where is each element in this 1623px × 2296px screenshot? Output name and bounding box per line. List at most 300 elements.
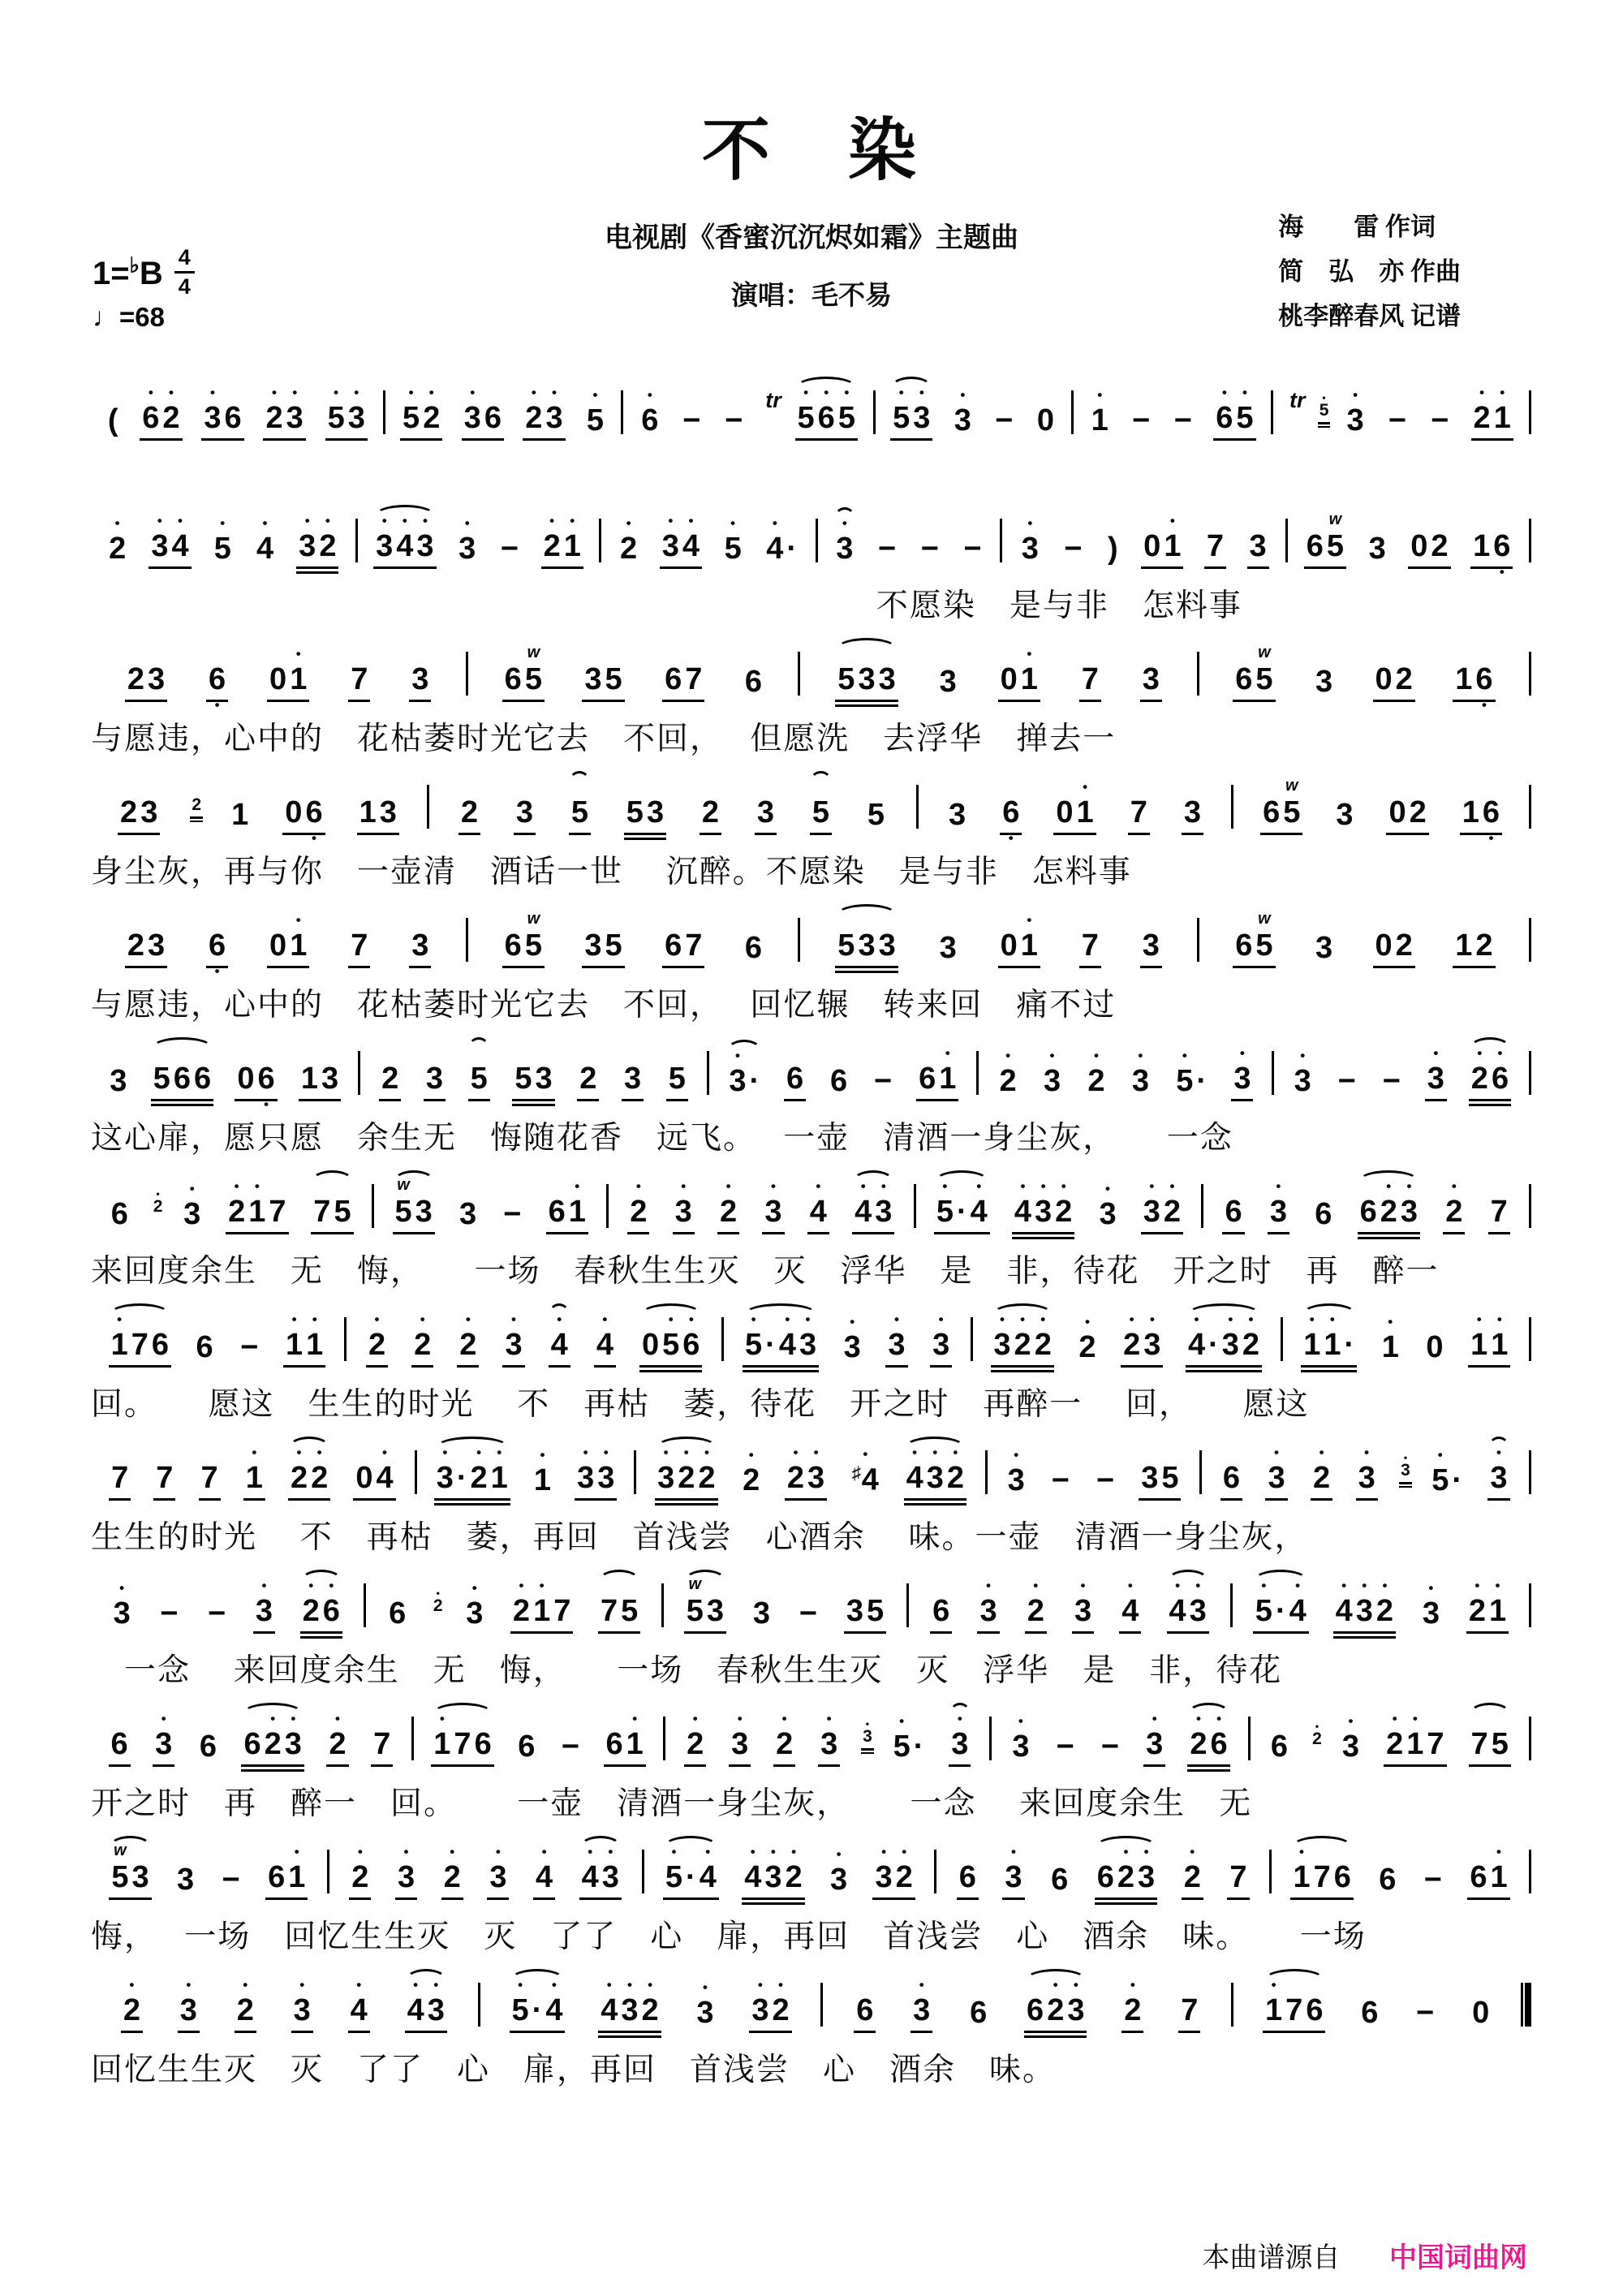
note: 2 •: [1027, 1578, 1044, 1628]
notes-line: [91, 1178, 1532, 1246]
note-token: [118, 779, 160, 835]
notes-line: [91, 912, 1532, 980]
note: 5 w: [686, 1575, 704, 1628]
barline: [1197, 918, 1199, 962]
note: −: [799, 1596, 818, 1630]
note-token: [876, 515, 898, 569]
barline: [642, 1850, 644, 1893]
octave-dot-above: •: [1496, 1445, 1501, 1460]
note-token: [373, 513, 436, 569]
octave-dot-above: •: [1239, 1045, 1245, 1061]
barline: [661, 1583, 664, 1627]
note-token: [1376, 1846, 1398, 1900]
note-token: [1182, 779, 1203, 835]
note-token: [409, 646, 431, 702]
note: 7: [1229, 1860, 1247, 1894]
note: 2 •: [1242, 1312, 1260, 1362]
note: 1: [1455, 928, 1473, 963]
note: 2: [1395, 662, 1413, 696]
note-token: [1048, 1846, 1070, 1900]
note: 5: [626, 795, 644, 829]
note-token: [1024, 1977, 1087, 2033]
measure: [469, 912, 797, 968]
note-token: [1253, 1578, 1309, 1634]
note: −: [1173, 403, 1192, 437]
music-system: [91, 1977, 1532, 2090]
measure: [937, 1844, 1268, 1900]
note: 6: [484, 401, 502, 435]
note: 6: [1470, 1860, 1487, 1894]
note: 3 •: [577, 1445, 595, 1495]
octave-dot-above: •: [748, 1447, 754, 1462]
note: 3 •: [255, 1578, 273, 1628]
note-token: [1290, 1844, 1353, 1900]
note-token: [639, 1312, 702, 1368]
note: 2 •: [1183, 1844, 1201, 1894]
notes-line: [91, 1312, 1532, 1379]
octave-dot-above: •: [1428, 1580, 1434, 1596]
mordent-icon: w: [527, 644, 540, 661]
note-token: [1233, 912, 1275, 968]
note: 3: [646, 795, 665, 829]
lyrics-line: 回忆生生灭 灭 了了 心 扉，再回 首浅尝 心 酒余 味。: [91, 2053, 1057, 2087]
note-token: [749, 1977, 791, 2033]
measure: [91, 1445, 414, 1501]
note-token: [1130, 387, 1152, 441]
note-token: [998, 912, 1040, 968]
octave-dot-above: •: [881, 1844, 887, 1859]
mordent-icon: w: [1258, 644, 1271, 661]
note-token: [326, 1711, 348, 1767]
note-token: [872, 1048, 894, 1101]
note: 3 •: [1341, 1713, 1360, 1764]
note-token: [109, 1445, 131, 1501]
note: 3 •: [764, 1178, 782, 1229]
octave-dot-above: •: [683, 1445, 689, 1460]
credits: [1278, 205, 1461, 339]
octave-dot-above: •: [1169, 513, 1175, 528]
octave-dot-above: •: [157, 513, 162, 528]
note-token: [1358, 1979, 1380, 2033]
note: 2 •: [1087, 1048, 1105, 1098]
note: ·: [456, 1461, 467, 1495]
note: 5: [605, 928, 622, 963]
measure: [710, 1045, 976, 1101]
barline: [1269, 1850, 1272, 1893]
octave-dot-above: •: [209, 385, 215, 400]
measure: [910, 1578, 1229, 1634]
note-token: [662, 912, 704, 968]
header: [91, 0, 1532, 381]
music-system: [91, 1711, 1532, 1824]
note: 2 •: [329, 1711, 347, 1761]
barline: [989, 1717, 992, 1760]
note: 2 •: [302, 1578, 320, 1628]
note: 7: [1427, 1727, 1444, 1761]
note: 6 •: [142, 385, 160, 435]
note: 7: [200, 1461, 218, 1495]
note-token: [1085, 1048, 1107, 1101]
note: 1 •: [1493, 385, 1511, 435]
note: 2 •: [630, 1178, 648, 1229]
octave-dot-above: •: [1194, 1312, 1199, 1327]
note: 0: [641, 1328, 660, 1362]
note-token: [1356, 1445, 1378, 1501]
octave-dot-above: •: [824, 385, 829, 400]
note-token: [1422, 1846, 1444, 1900]
octave-dot-above: •: [1080, 1578, 1086, 1593]
note-token: [253, 1578, 275, 1634]
note-token: [226, 1178, 288, 1234]
measure: [347, 1312, 721, 1368]
note-token: [673, 1178, 695, 1234]
note: 6: [1379, 1863, 1397, 1897]
note-token: [243, 1445, 265, 1501]
barline: [1529, 1850, 1531, 1893]
note: 3: [1183, 795, 1202, 829]
note-token: [717, 1178, 739, 1234]
music-system: [91, 1575, 1532, 1691]
note: 0: [269, 662, 287, 696]
note: 7: [313, 1195, 331, 1229]
note: 3: [321, 1062, 339, 1096]
octave-dot-above: •: [295, 646, 301, 661]
note-token: [502, 1312, 524, 1368]
note: 1: [300, 1062, 319, 1096]
note-token: [1167, 1578, 1209, 1634]
note-token: [930, 1312, 952, 1368]
octave-dot-above: •: [803, 385, 809, 400]
note-token: [541, 513, 583, 569]
note: 3 •: [1131, 1048, 1149, 1098]
measure: [386, 385, 621, 441]
note: 1: [1455, 662, 1473, 696]
note: 2 •: [423, 385, 441, 435]
note-token: [835, 912, 898, 968]
note: 4 •: [545, 1977, 563, 2027]
note-token: [1453, 912, 1495, 968]
note: 3 •: [979, 1578, 997, 1628]
note-token: [1139, 1445, 1181, 1501]
note-token: [1002, 1844, 1024, 1900]
note: 3: [1315, 931, 1333, 965]
note: 2 •: [1470, 1045, 1488, 1096]
octave-dot-above: •: [114, 515, 120, 531]
note: 1 •: [286, 1312, 304, 1362]
measure: [666, 1711, 988, 1767]
note-token: [1429, 1447, 1465, 1501]
tempo-marking: ♩=68: [93, 302, 165, 332]
note-token: [431, 1711, 493, 1767]
note-token: [121, 1977, 143, 2033]
note: 6: [1361, 1996, 1379, 2030]
measure: [1289, 510, 1528, 579]
note: ·: [1344, 1328, 1355, 1362]
note-token: [1213, 385, 1255, 441]
note-token: [1333, 1578, 1396, 1634]
octave-dot-above: •: [1018, 1713, 1023, 1729]
octave-dot-above: •: [119, 1580, 125, 1596]
note-token: [579, 1844, 622, 1900]
octave-dot-above: •: [518, 1977, 523, 1992]
octave-dot-above: •: [1190, 1844, 1195, 1859]
octave-dot-above: •: [1105, 1181, 1110, 1196]
octave-dot-above: •: [842, 515, 847, 531]
measure: [824, 1977, 1230, 2033]
note: 5: [837, 928, 855, 963]
note: 6: [110, 1197, 128, 1231]
note: ♯4 •: [851, 1446, 879, 1497]
note: 4 •: [396, 513, 414, 563]
note-token: [349, 1844, 371, 1900]
note: 1 •: [1381, 1314, 1399, 1364]
note: 3 •: [674, 1178, 692, 1229]
octave-dot-above: •: [1093, 1048, 1099, 1063]
octave-dot-above: •: [1195, 1578, 1201, 1593]
note: 2: [460, 795, 478, 829]
octave-dot-above: •: [511, 1312, 517, 1327]
note: 1 •: [1488, 1578, 1507, 1628]
note: 2 •: [265, 385, 283, 435]
measure: [415, 1711, 662, 1767]
note-token: [109, 1844, 151, 1900]
note: 3: [140, 795, 158, 829]
note: 6: [193, 1062, 212, 1096]
octave-dot-above: •: [1027, 515, 1033, 531]
barline: [721, 1317, 724, 1361]
octave-dot-above: •: [734, 1048, 740, 1063]
octave-dot-above: •: [583, 1445, 588, 1460]
measure: [1251, 1711, 1528, 1767]
note: 3: [949, 798, 966, 832]
octave-dot-above: •: [919, 385, 924, 400]
note-token: [1470, 513, 1513, 579]
measure: [1003, 513, 1285, 569]
note-token: [288, 1445, 330, 1501]
note: 1: [1473, 529, 1491, 563]
note: 6: [1315, 1197, 1332, 1231]
note-token: [194, 1314, 216, 1368]
note-token: [235, 1045, 277, 1112]
note: 1: [359, 795, 377, 829]
site-link[interactable]: 中国词曲网: [1389, 2243, 1527, 2273]
measure: [1234, 777, 1528, 846]
note: 3 •: [913, 1977, 931, 2027]
music-system: [91, 912, 1532, 1025]
note-token: [174, 1846, 196, 1900]
note: 2 •: [311, 1445, 329, 1495]
octave-dot-above: •: [117, 1312, 123, 1327]
octave-dot-above: •: [1152, 1711, 1157, 1726]
note: 3: [858, 662, 876, 696]
note: 6: [1225, 1195, 1242, 1229]
note: 5 •: [936, 1178, 954, 1229]
note-token: [946, 782, 968, 835]
barline: [816, 519, 818, 562]
note: 6: [1235, 928, 1253, 963]
note: 2 •: [772, 1977, 790, 2027]
octave-dot-above: •: [186, 1977, 192, 1992]
octave-dot-above: •: [1476, 1312, 1482, 1327]
note-token: [784, 1045, 806, 1101]
octave-dot-above: •: [570, 513, 575, 528]
note: −: [725, 403, 743, 437]
octave-dot-above: •: [898, 385, 904, 400]
note: 3 •: [286, 385, 304, 435]
note-token: [582, 646, 624, 702]
barline: [466, 918, 468, 962]
note-token: [885, 1312, 907, 1368]
barline: [1529, 1317, 1531, 1361]
measure: [91, 779, 426, 846]
octave-dot-above: •: [863, 1446, 868, 1462]
note-token: [930, 1578, 952, 1634]
barline: [914, 1184, 916, 1228]
octave-dot-above: •: [1412, 1711, 1418, 1726]
note-token: [1423, 1314, 1445, 1368]
note: −: [920, 532, 939, 566]
note-token: [199, 1445, 221, 1501]
note: 3: [425, 1062, 443, 1096]
note: 0: [1000, 662, 1018, 696]
note-token: [501, 1181, 523, 1234]
note-token: [405, 1977, 447, 2033]
note: 3 •: [505, 1312, 523, 1362]
note-token: [1099, 1713, 1121, 1767]
note-token: [109, 1181, 131, 1234]
measure: [665, 1575, 906, 1634]
octave-dot-above: •: [791, 1844, 797, 1859]
note: −: [1337, 1064, 1356, 1098]
note: ·: [956, 1195, 967, 1229]
note: 4 •: [535, 1844, 553, 1894]
octave-dot-above: •: [261, 1578, 267, 1593]
note-token: [1005, 1447, 1027, 1501]
note: 6: [110, 1727, 128, 1761]
note: 3: [1336, 798, 1354, 832]
note: 1 •: [1020, 912, 1038, 963]
octave-dot-above: •: [606, 1977, 612, 1992]
note-token: [1172, 387, 1195, 441]
note: 0: [1375, 928, 1393, 963]
octave-dot-above: •: [647, 387, 652, 403]
note-token: [1340, 1713, 1362, 1767]
note-token: [1301, 1312, 1357, 1368]
octave-dot-above: •: [704, 1445, 709, 1460]
barline: [1529, 1450, 1531, 1494]
note: 6: [1096, 1860, 1114, 1894]
note: 6: [1051, 1863, 1069, 1897]
note: 6 •: [1482, 795, 1500, 846]
octave-dot-above: •: [1319, 1445, 1324, 1460]
note-token: [533, 1844, 555, 1900]
barline: [1000, 519, 1002, 562]
octave-dot-below: •: [264, 1096, 269, 1112]
note-token: [512, 1045, 554, 1101]
note: 3 •: [1268, 1445, 1285, 1495]
octave-dot-above: •: [1053, 1977, 1058, 1992]
octave-dot-above: •: [813, 1445, 819, 1460]
note: 0: [1388, 795, 1406, 829]
note: 6 •: [257, 1062, 275, 1112]
note-token: [267, 646, 309, 702]
note-token: [1260, 779, 1302, 835]
note-token: [1141, 1178, 1183, 1234]
note: (: [107, 403, 118, 437]
note-token: [755, 779, 777, 835]
octave-dot-above: •: [465, 1312, 471, 1327]
note: −: [1431, 403, 1449, 437]
note: 5 w: [524, 910, 542, 963]
note-token: [1425, 1045, 1447, 1101]
note-token: [575, 1445, 617, 1501]
notes-line: [91, 1045, 1532, 1113]
note: 4 •: [550, 1312, 568, 1362]
octave-dot-above: •: [476, 1445, 482, 1460]
octave-dot-above: •: [189, 1181, 195, 1196]
note-token: [1049, 1447, 1072, 1501]
octave-dot-above: •: [464, 515, 470, 531]
note-token: [1076, 1314, 1098, 1368]
note-token: [911, 1977, 932, 2033]
note: 6: [173, 1062, 191, 1096]
note: 1 •: [1091, 387, 1109, 437]
note: 4 •: [256, 515, 274, 566]
note: ·: [913, 1730, 924, 1764]
note: 2 •: [785, 1844, 803, 1894]
note: 6: [919, 1062, 936, 1096]
note: 3 •: [179, 1977, 197, 2027]
note-token: [660, 513, 702, 569]
note-token: [1312, 1181, 1334, 1234]
measure: [91, 1312, 343, 1368]
octave-dot-above: •: [1097, 387, 1103, 403]
credit-composer: 简 弘 亦 作曲: [1278, 257, 1461, 286]
note: 3 •: [397, 1844, 415, 1894]
note-token: [1311, 1445, 1332, 1501]
music-system: [91, 1445, 1532, 1557]
note: 7: [111, 1461, 129, 1495]
note: 3: [1249, 529, 1267, 563]
note: 7: [600, 1594, 618, 1628]
note: 5 •: [1236, 385, 1254, 435]
octave-dot-above: •: [632, 1711, 638, 1726]
note: 1 •: [1293, 1844, 1311, 1894]
barline: [364, 1583, 366, 1627]
note: 3 •: [1358, 1445, 1375, 1495]
octave-dot-above: •: [540, 1447, 545, 1462]
note: 3 •: [836, 515, 854, 566]
music-system: [91, 1178, 1532, 1291]
measure: [1275, 1045, 1528, 1101]
octave-dot-above: •: [272, 385, 278, 400]
octave-dot-above: •: [408, 385, 414, 400]
note: 6 •: [1493, 529, 1511, 579]
note-token: [299, 1045, 341, 1101]
note: 3 •: [466, 1580, 484, 1630]
note: 7: [1081, 928, 1099, 963]
octave-dot-above: •: [1299, 1844, 1305, 1859]
note-token: [1443, 1178, 1465, 1234]
note: 2 •: [228, 1178, 246, 1229]
measure: [91, 1711, 411, 1767]
octave-dot-above: •: [557, 1312, 562, 1327]
note-token: [743, 915, 764, 968]
note: 3 •: [601, 1844, 619, 1894]
note: 5 •: [724, 515, 742, 566]
note: 2 •: [433, 1587, 443, 1615]
barline: [798, 918, 800, 962]
